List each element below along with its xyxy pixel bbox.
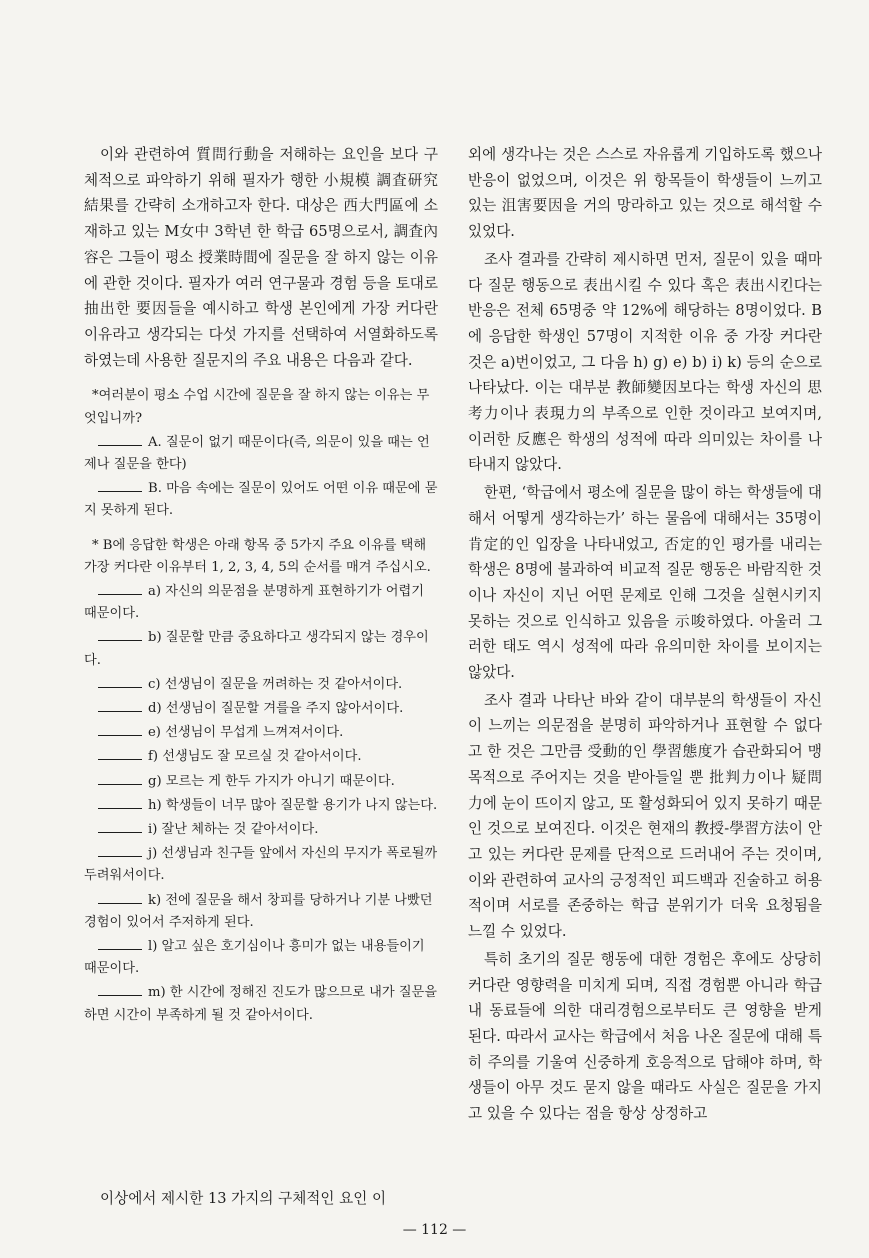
reason-item (84, 746, 438, 768)
reason-text: g) 모르는 게 한두 가지가 아니기 때문이다. (148, 773, 395, 789)
reason-list (84, 581, 438, 1027)
page-number: — 112 — (402, 1222, 467, 1238)
reason-item (84, 982, 438, 1026)
answer-blank (98, 773, 142, 785)
body-paragraph: 조사 결과 나타난 바와 같이 대부분의 학생들이 자신이 느끼는 의문점을 분명히 파악하거나 표현할 수 없다고 한 것은 그만큼 受動的인 學習態度가 습관화되어 맹목적으로 주어지는 것을 받아들일 뿐 批判力이나 疑問力에 눈이 뜨이지 않고, 또 활성화되어 있지 못하기 때문인 것으로 보여진다. 이것은 현재의 教授-學習方法이 안고 있는 커다란 문제를 단적으로 드러내어 주는 것이며, 이와 관련하여 교사의 긍정적인 피드백과 진술하고 허용적이며 서로를 존중하는 학급 분위기가 더욱 요청됨을 느낄 수 있었다. (468, 691, 822, 941)
left-column (84, 142, 438, 1027)
answer-blank (98, 938, 142, 950)
reason-text: c) 선생님이 질문을 꺼려하는 것 같아서이다. (148, 676, 403, 692)
reason-text: f) 선생님도 잘 모르실 것 같아서이다. (148, 749, 362, 765)
option-text: A. 질문이 없기 때문이다(즉, 의문이 있을 때는 언제나 질문을 한다) (84, 434, 430, 472)
answer-blank (98, 892, 142, 904)
body-paragraph: 한편, ‘학급에서 평소에 질문을 많이 하는 학생들에 대해서 어떻게 생각하는가’ 하는 물음에 대해서는 35명이 肯定的인 입장을 나타내었고, 否定的인 평가를 내리는 학생은 8명에 불과하여 비교적 질문 행동은 바람직한 것이나 자신이 지닌 어떤 문제로 인해 그것을 실현시키지 못하는 것으로 인식하고 있음을 示唆하였다. 아울러 그러한 태도 역시 성적에 따라 유의미한 차이를 보이지는 않았다. (468, 484, 822, 682)
survey-question-2: * B에 응답한 학생은 아래 항목 중 5가지 주요 이유를 택해 가장 커다란 이유부터 1, 2, 3, 4, 5의 순서를 매겨 주십시오. (84, 537, 431, 575)
reason-text: d) 선생님이 질문할 겨를을 주지 않아서이다. (148, 700, 404, 716)
reason-text: m) 한 시간에 정해진 진도가 많으므로 내가 질문을 하면 시간이 부족하게 될 것 같아서이다. (84, 985, 438, 1023)
answer-blank (98, 676, 142, 688)
reason-text: j) 선생님과 친구들 앞에서 자신의 무지가 폭로될까 두려워서이다. (84, 846, 438, 884)
answer-blank (98, 724, 142, 736)
reason-item (84, 890, 438, 934)
reason-item (84, 771, 438, 793)
answer-blank (98, 434, 142, 446)
reason-item (84, 698, 438, 720)
survey-option-b (84, 478, 438, 522)
reason-item (84, 843, 438, 887)
survey-option-a (84, 432, 438, 476)
reason-text: k) 전에 질문을 해서 창피를 당하거나 기분 나빴던 경험이 있어서 주저하게 된다. (84, 892, 433, 930)
reason-text: i) 잘난 체하는 것 같아서이다. (148, 821, 319, 837)
reason-text: l) 알고 싶은 호기심이나 흥미가 없는 내용들이기 때문이다. (84, 939, 425, 977)
survey-question-1: *여러분이 평소 수업 시간에 질문을 잘 하지 않는 이유는 무엇입니까? (84, 388, 430, 426)
reason-item (84, 936, 438, 980)
answer-blank (98, 629, 142, 641)
answer-blank (98, 797, 142, 809)
right-column (468, 142, 822, 1127)
answer-blank (98, 845, 142, 857)
answer-blank (98, 748, 142, 760)
body-paragraph: 특히 초기의 질문 행동에 대한 경험은 후에도 상당히 커다란 영향력을 미치게 되며, 직접 경험뿐 아니라 학급내 동료들에 의한 대리경험으로부터도 큰 영향을 받게 된다. 따라서 교사는 학급에서 처음 나온 질문에 대해 특히 주의를 기울여 신중하게 호응적으로 답해야 하며, 학생들이 아무 것도 묻지 않을 때라도 사실은 질문을 가지고 있을 수 있다는 점을 항상 상정하고 (468, 950, 822, 1123)
closing-line: 이상에서 제시한 13 가지의 구체적인 요인 이 (100, 1190, 387, 1207)
option-text: B. 마음 속에는 질문이 있어도 어떤 이유 때문에 묻지 못하게 된다. (84, 481, 438, 519)
answer-blank (98, 700, 142, 712)
reason-item (84, 795, 438, 817)
answer-blank (98, 821, 142, 833)
reason-text: b) 질문할 만큼 중요하다고 생각되지 않는 경우이다. (84, 630, 429, 668)
body-paragraph: 외에 생각나는 것은 스스로 자유롭게 기입하도록 했으나 반응이 없었으며, 이것은 위 항목들이 학생들이 느끼고 있는 沮害要因을 거의 망라하고 있는 것으로 해석할 수 있었다. (468, 146, 822, 241)
reason-item (84, 674, 438, 696)
answer-blank (98, 480, 142, 492)
body-paragraph: 조사 결과를 간략히 제시하면 먼저, 질문이 있을 때마다 질문 행동으로 表出시킬 수 있다 혹은 表出시킨다는 반응은 전체 65명중 약 12%에 해당하는 8명이었다. B에 응답한 학생인 57명이 지적한 이유 중 가장 커다란 것은 a)번이었고, 그 다음 h) g) e) b) i) k) 등의 순으로 나타났다. 이는 대부분 教師變因보다는 학생 자신의 思考力이나 表現力의 부족으로 인한 것이라고 보여지며, 이러한 反應은 학생의 성적에 따라 의미있는 차이를 나타내지 않았다. (468, 250, 822, 474)
reason-text: e) 선생님이 무섭게 느껴져서이다. (148, 725, 344, 741)
reason-text: a) 자신의 의문점을 분명하게 표현하기가 어렵기 때문이다. (84, 583, 425, 622)
answer-blank (98, 984, 142, 996)
intro-paragraph: 이와 관련하여 質問行動을 저해하는 요인을 보다 구체적으로 파악하기 위해 필자가 행한 小規模 調査研究結果를 간략히 소개하고자 한다. 대상은 西大門區에 소재하고 있는 M女中 3학년 한 학급 65명으로서, 調査內容은 그들이 평소 授業時間에 질문을 잘 하지 않는 이유에 관한 것이다. 필자가 여러 연구물과 경험 등을 토대로 抽出한 要因들을 예시하고 학생 본인에게 가장 커다란 이유라고 생각되는 다섯 가지를 선택하여 서열화하도록 하였는데 사용한 질문지의 주요 내용은 다음과 같다. (84, 146, 438, 369)
reason-item (84, 819, 438, 841)
reason-item (84, 627, 438, 671)
reason-text: h) 학생들이 너무 많아 질문할 용기가 나지 않는다. (148, 797, 438, 813)
reason-item (84, 722, 438, 744)
answer-blank (98, 583, 142, 595)
reason-item (84, 581, 438, 625)
